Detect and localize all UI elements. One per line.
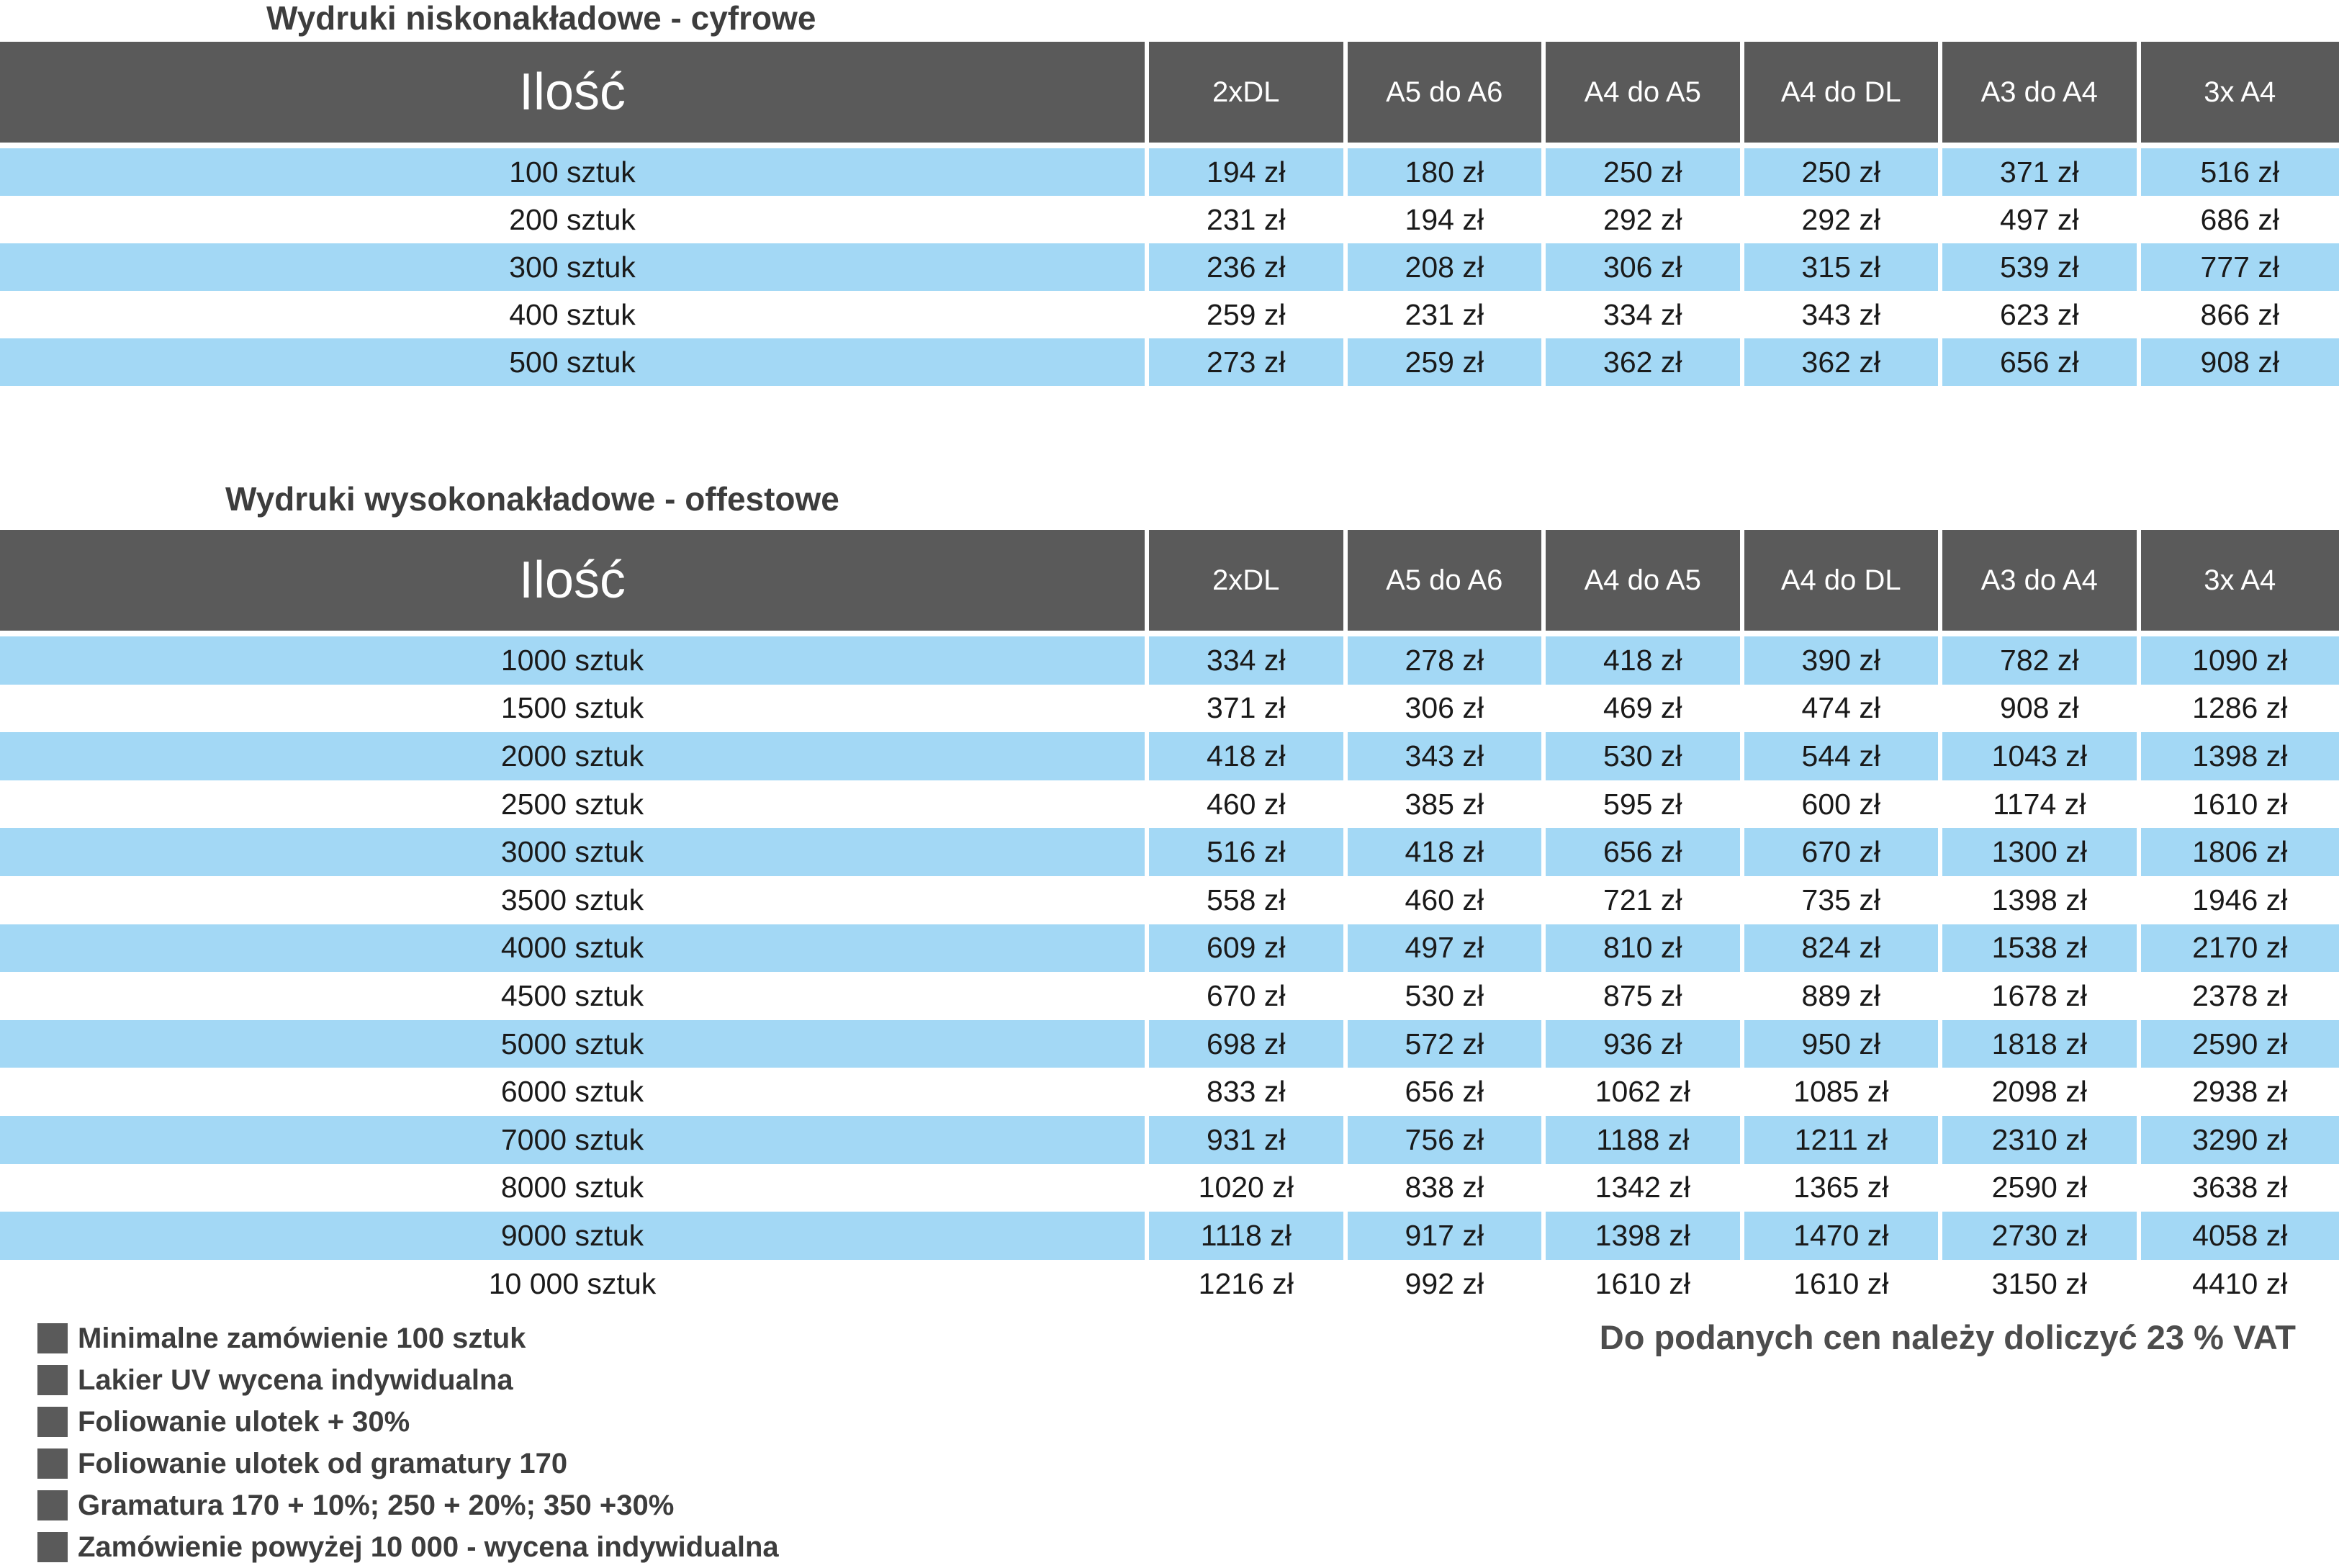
price-cell: 306 zł	[1546, 243, 1744, 291]
price-cell: 530 zł	[1348, 972, 1546, 1020]
column-header-2xdl: 2xDL	[1149, 42, 1348, 143]
price-cell: 950 zł	[1744, 1020, 1943, 1068]
price-cell: 4410 zł	[2141, 1260, 2339, 1308]
price-cell: 1398 zł	[1546, 1212, 1744, 1260]
quantity-cell: 300 sztuk	[0, 243, 1149, 291]
bullet-square-icon	[37, 1448, 68, 1479]
price-cell: 460 zł	[1348, 876, 1546, 924]
price-cell: 656 zł	[1942, 338, 2141, 386]
price-cell: 866 zł	[2141, 291, 2339, 338]
price-cell: 2098 zł	[1942, 1068, 2141, 1116]
price-cell: 497 zł	[1348, 924, 1546, 973]
price-cell: 180 zł	[1348, 148, 1546, 196]
price-cell: 236 zł	[1149, 243, 1348, 291]
price-cell: 418 zł	[1546, 636, 1744, 685]
price-cell: 1398 zł	[1942, 876, 2141, 924]
offset-price-table	[0, 530, 2339, 1307]
price-cell: 250 zł	[1546, 148, 1744, 196]
price-cell: 1020 zł	[1149, 1164, 1348, 1212]
price-cell: 609 zł	[1149, 924, 1348, 973]
price-cell: 656 zł	[1348, 1068, 1546, 1116]
price-cell: 1610 zł	[1744, 1260, 1943, 1308]
price-cell: 418 zł	[1348, 828, 1546, 876]
price-cell: 3290 zł	[2141, 1116, 2339, 1164]
table-row	[0, 1020, 2339, 1068]
table-row	[0, 243, 2339, 291]
price-cell: 838 zł	[1348, 1164, 1546, 1212]
column-header-2xdl: 2xDL	[1149, 530, 1348, 631]
price-cell: 833 zł	[1149, 1068, 1348, 1116]
table-row	[0, 636, 2339, 685]
table-row	[0, 685, 2339, 733]
price-cell: 544 zł	[1744, 732, 1943, 780]
price-cell: 824 zł	[1744, 924, 1943, 973]
price-cell: 516 zł	[1149, 828, 1348, 876]
offset-section-title: Wydruki wysokonakładowe - offestowe	[225, 482, 839, 515]
price-cell: 735 zł	[1744, 876, 1943, 924]
price-cell: 362 zł	[1546, 338, 1744, 386]
table-row	[0, 1260, 2339, 1308]
price-cell: 1610 zł	[1546, 1260, 1744, 1308]
note-item	[37, 1401, 779, 1443]
price-cell: 2938 zł	[2141, 1068, 2339, 1116]
price-cell: 1216 zł	[1149, 1260, 1348, 1308]
price-cell: 306 zł	[1348, 685, 1546, 733]
price-cell: 385 zł	[1348, 780, 1546, 829]
price-cell: 756 zł	[1348, 1116, 1546, 1164]
table-row	[0, 291, 2339, 338]
column-header-a4-dl: A4 do DL	[1744, 42, 1943, 143]
quantity-cell: 3500 sztuk	[0, 876, 1149, 924]
quantity-cell: 1000 sztuk	[0, 636, 1149, 685]
table-row	[0, 732, 2339, 780]
price-cell: 194 zł	[1149, 148, 1348, 196]
price-cell: 292 zł	[1744, 196, 1943, 243]
price-cell: 908 zł	[2141, 338, 2339, 386]
price-cell: 371 zł	[1942, 148, 2141, 196]
quantity-cell: 400 sztuk	[0, 291, 1149, 338]
price-cell: 259 zł	[1149, 291, 1348, 338]
bullet-square-icon	[37, 1365, 68, 1395]
table-row	[0, 1068, 2339, 1116]
table-row	[0, 876, 2339, 924]
price-cell: 600 zł	[1744, 780, 1943, 829]
quantity-cell: 4500 sztuk	[0, 972, 1149, 1020]
quantity-cell: 2500 sztuk	[0, 780, 1149, 829]
price-cell: 3150 zł	[1942, 1260, 2141, 1308]
price-cell: 292 zł	[1546, 196, 1744, 243]
quantity-cell: 500 sztuk	[0, 338, 1149, 386]
quantity-cell: 200 sztuk	[0, 196, 1149, 243]
note-text: Gramatura 170 + 10%; 250 + 20%; 350 +30%	[78, 1490, 674, 1522]
quantity-cell: 10 000 sztuk	[0, 1260, 1149, 1308]
price-cell: 670 zł	[1744, 828, 1943, 876]
price-cell: 1174 zł	[1942, 780, 2141, 829]
price-cell: 2590 zł	[2141, 1020, 2339, 1068]
table-row	[0, 972, 2339, 1020]
column-header-a4-a5: A4 do A5	[1546, 42, 1744, 143]
notes-list	[37, 1317, 779, 1568]
price-cell: 1538 zł	[1942, 924, 2141, 973]
price-cell: 1062 zł	[1546, 1068, 1744, 1116]
price-cell: 390 zł	[1744, 636, 1943, 685]
bullet-square-icon	[37, 1532, 68, 1562]
price-cell: 539 zł	[1942, 243, 2141, 291]
price-cell: 250 zł	[1744, 148, 1943, 196]
bullet-square-icon	[37, 1490, 68, 1520]
note-item	[37, 1526, 779, 1568]
price-cell: 1188 zł	[1546, 1116, 1744, 1164]
price-cell: 1118 zł	[1149, 1212, 1348, 1260]
price-cell: 334 zł	[1546, 291, 1744, 338]
price-cell: 2730 zł	[1942, 1212, 2141, 1260]
price-cell: 656 zł	[1546, 828, 1744, 876]
price-cell: 931 zł	[1149, 1116, 1348, 1164]
price-cell: 259 zł	[1348, 338, 1546, 386]
digital-table-body	[0, 148, 2339, 386]
price-cell: 1085 zł	[1744, 1068, 1943, 1116]
price-cell: 917 zł	[1348, 1212, 1546, 1260]
note-text: Minimalne zamówienie 100 sztuk	[78, 1323, 526, 1355]
price-cell: 497 zł	[1942, 196, 2141, 243]
quantity-cell: 3000 sztuk	[0, 828, 1149, 876]
offset-table-body	[0, 636, 2339, 1307]
price-cell: 1398 zł	[2141, 732, 2339, 780]
price-cell: 810 zł	[1546, 924, 1744, 973]
price-cell: 992 zł	[1348, 1260, 1546, 1308]
column-header-a4-a5: A4 do A5	[1546, 530, 1744, 631]
price-cell: 1678 zł	[1942, 972, 2141, 1020]
column-header-3xa4: 3x A4	[2141, 530, 2339, 631]
price-cell: 1043 zł	[1942, 732, 2141, 780]
price-cell: 208 zł	[1348, 243, 1546, 291]
table-header-row	[0, 42, 2339, 143]
column-header-a5-a6: A5 do A6	[1348, 530, 1546, 631]
price-cell: 315 zł	[1744, 243, 1943, 291]
table-row	[0, 828, 2339, 876]
price-cell: 194 zł	[1348, 196, 1546, 243]
quantity-cell: 100 sztuk	[0, 148, 1149, 196]
table-row	[0, 780, 2339, 829]
price-cell: 3638 zł	[2141, 1164, 2339, 1212]
quantity-cell: 9000 sztuk	[0, 1212, 1149, 1260]
price-cell: 1286 zł	[2141, 685, 2339, 733]
price-cell: 469 zł	[1546, 685, 1744, 733]
price-cell: 4058 zł	[2141, 1212, 2339, 1260]
quantity-column-header: Ilość	[0, 530, 1149, 631]
quantity-cell: 7000 sztuk	[0, 1116, 1149, 1164]
price-cell: 530 zł	[1546, 732, 1744, 780]
note-item	[37, 1443, 779, 1484]
table-row	[0, 148, 2339, 196]
quantity-cell: 4000 sztuk	[0, 924, 1149, 973]
note-text: Lakier UV wycena indywidualna	[78, 1364, 513, 1397]
price-cell: 460 zł	[1149, 780, 1348, 829]
digital-price-table	[0, 42, 2339, 386]
price-cell: 1090 zł	[2141, 636, 2339, 685]
price-cell: 558 zł	[1149, 876, 1348, 924]
price-cell: 1211 zł	[1744, 1116, 1943, 1164]
table-row	[0, 1212, 2339, 1260]
price-cell: 2378 zł	[2141, 972, 2339, 1020]
bullet-square-icon	[37, 1407, 68, 1437]
note-text: Foliowanie ulotek od gramatury 170	[78, 1448, 567, 1480]
price-cell: 1818 zł	[1942, 1020, 2141, 1068]
price-cell: 343 zł	[1744, 291, 1943, 338]
price-cell: 875 zł	[1546, 972, 1744, 1020]
quantity-column-header: Ilość	[0, 42, 1149, 143]
table-row	[0, 924, 2339, 973]
note-text: Zamówienie powyżej 10 000 - wycena indywidualna	[78, 1531, 779, 1564]
price-cell: 623 zł	[1942, 291, 2141, 338]
note-item	[37, 1317, 779, 1359]
price-cell: 1806 zł	[2141, 828, 2339, 876]
price-cell: 1470 zł	[1744, 1212, 1943, 1260]
price-cell: 371 zł	[1149, 685, 1348, 733]
digital-section-title: Wydruki niskonakładowe - cyfrowe	[266, 1, 816, 35]
note-item	[37, 1359, 779, 1401]
price-cell: 777 zł	[2141, 243, 2339, 291]
column-header-a3-a4: A3 do A4	[1942, 530, 2141, 631]
table-header-row	[0, 530, 2339, 631]
price-cell: 362 zł	[1744, 338, 1943, 386]
header-spacer	[0, 631, 2339, 636]
price-cell: 516 zł	[2141, 148, 2339, 196]
column-header-a5-a6: A5 do A6	[1348, 42, 1546, 143]
header-spacer	[0, 143, 2339, 148]
note-text: Foliowanie ulotek + 30%	[78, 1406, 410, 1438]
table-row	[0, 196, 2339, 243]
bullet-square-icon	[37, 1323, 68, 1353]
price-cell: 231 zł	[1149, 196, 1348, 243]
table-row	[0, 1164, 2339, 1212]
quantity-cell: 1500 sztuk	[0, 685, 1149, 733]
price-cell: 908 zł	[1942, 685, 2141, 733]
column-header-a3-a4: A3 do A4	[1942, 42, 2141, 143]
quantity-cell: 8000 sztuk	[0, 1164, 1149, 1212]
price-cell: 474 zł	[1744, 685, 1943, 733]
price-cell: 936 zł	[1546, 1020, 1744, 1068]
price-cell: 595 zł	[1546, 780, 1744, 829]
price-cell: 1610 zł	[2141, 780, 2339, 829]
price-cell: 2590 zł	[1942, 1164, 2141, 1212]
table-row	[0, 1116, 2339, 1164]
price-cell: 572 zł	[1348, 1020, 1546, 1068]
price-cell: 721 zł	[1546, 876, 1744, 924]
price-cell: 670 zł	[1149, 972, 1348, 1020]
column-header-a4-dl: A4 do DL	[1744, 530, 1943, 631]
price-cell: 782 zł	[1942, 636, 2141, 685]
quantity-cell: 6000 sztuk	[0, 1068, 1149, 1116]
table-row	[0, 338, 2339, 386]
price-cell: 698 zł	[1149, 1020, 1348, 1068]
price-cell: 889 zł	[1744, 972, 1943, 1020]
column-header-3xa4: 3x A4	[2141, 42, 2339, 143]
price-cell: 278 zł	[1348, 636, 1546, 685]
quantity-cell: 5000 sztuk	[0, 1020, 1149, 1068]
price-cell: 1342 zł	[1546, 1164, 1744, 1212]
price-cell: 343 zł	[1348, 732, 1546, 780]
price-cell: 418 zł	[1149, 732, 1348, 780]
price-cell: 334 zł	[1149, 636, 1348, 685]
price-cell: 231 zł	[1348, 291, 1546, 338]
price-cell: 686 zł	[2141, 196, 2339, 243]
price-cell: 1365 zł	[1744, 1164, 1943, 1212]
vat-note: Do podanych cen należy doliczyć 23 % VAT	[1600, 1317, 2296, 1357]
quantity-cell: 2000 sztuk	[0, 732, 1149, 780]
price-cell: 273 zł	[1149, 338, 1348, 386]
price-cell: 2310 zł	[1942, 1116, 2141, 1164]
price-cell: 1946 zł	[2141, 876, 2339, 924]
price-cell: 1300 zł	[1942, 828, 2141, 876]
note-item	[37, 1484, 779, 1526]
price-cell: 2170 zł	[2141, 924, 2339, 973]
